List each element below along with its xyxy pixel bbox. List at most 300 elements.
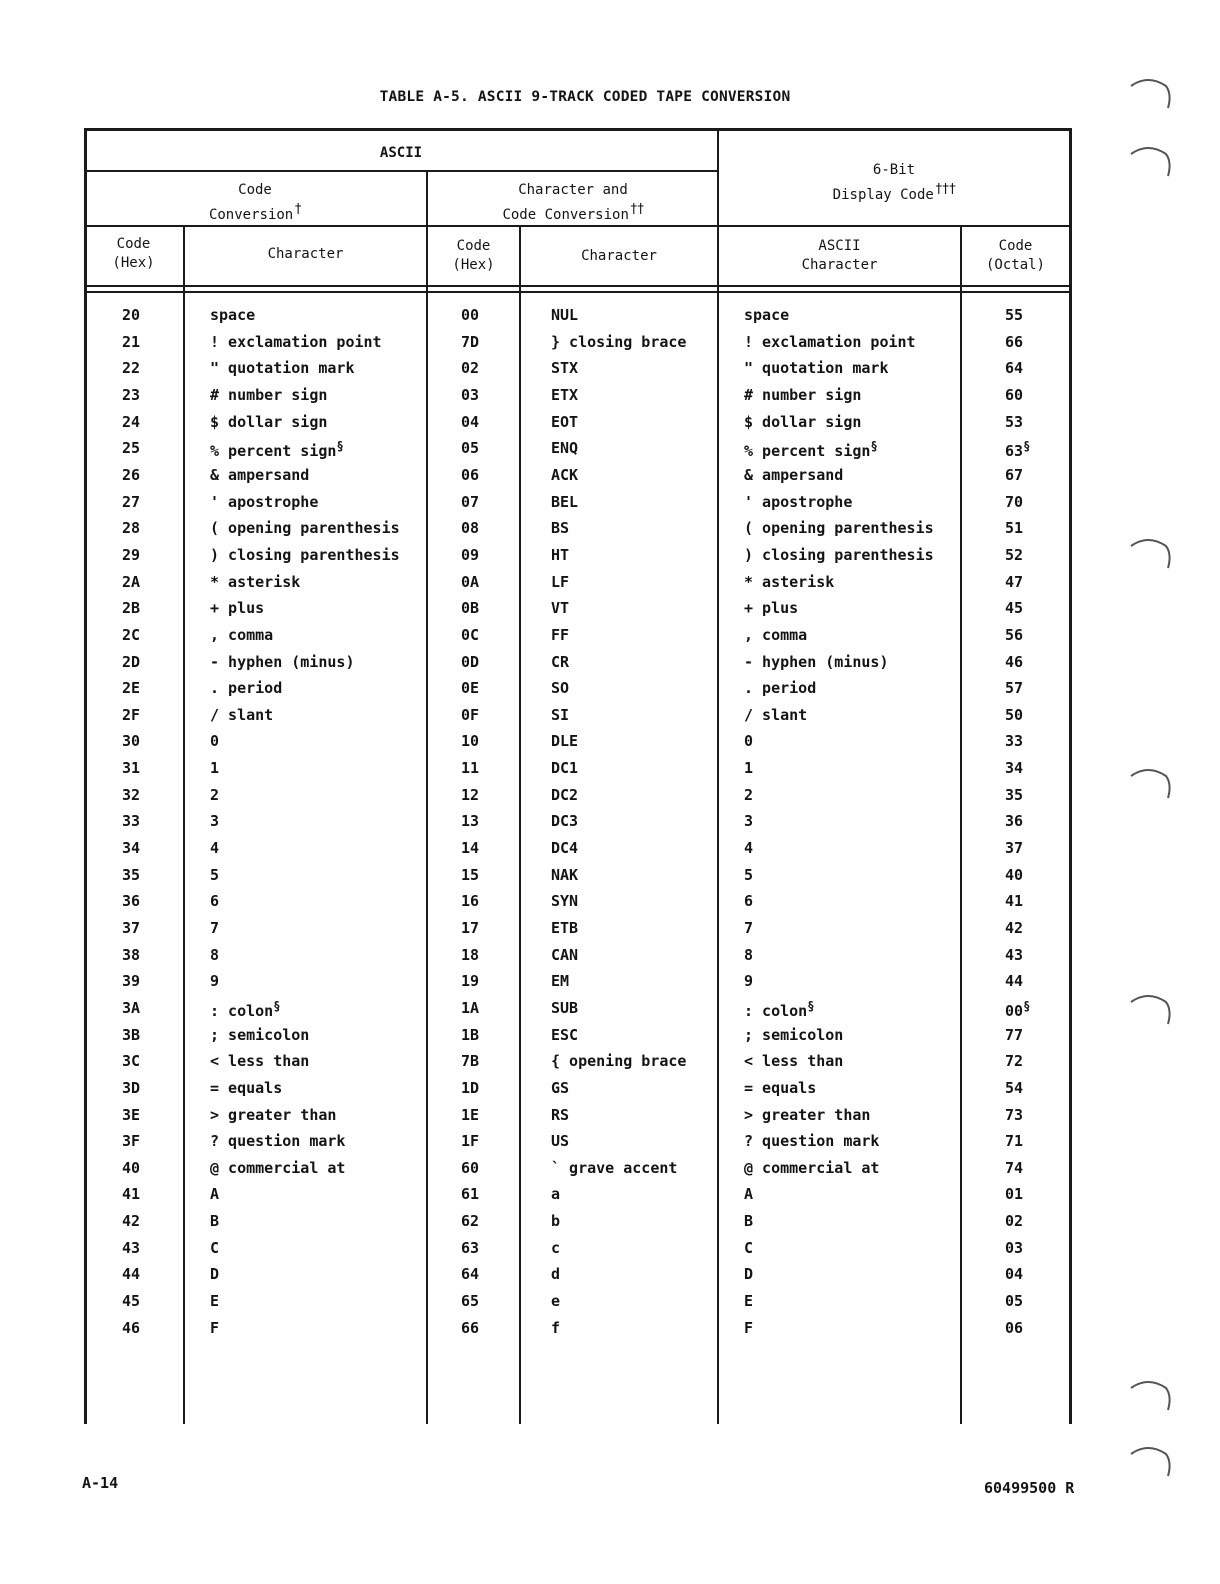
code-hex-2-cell [461, 892, 479, 910]
character-cell-text: 9 [210, 972, 220, 991]
table-row [84, 573, 1071, 599]
character-2-cell-text: c [551, 1238, 561, 1257]
code-hex-2-cell [461, 706, 479, 724]
code-hex-2-cell [461, 759, 479, 777]
code-octal-cell-text: 02 [1005, 1212, 1024, 1231]
ascii-character-cell-text: * asterisk [744, 572, 835, 591]
character-cell-text: = equals [210, 1078, 283, 1097]
ascii-character-cell [744, 333, 916, 351]
code-hex-cell-text: 3C [122, 1052, 141, 1071]
ascii-character-cell-text: space [744, 306, 790, 324]
character-cell [210, 732, 219, 750]
code-hex-cell [122, 759, 140, 777]
character-2-cell-text: FF [551, 625, 570, 644]
character-cell-text: ) closing parenthesis [210, 545, 400, 564]
col-header-ascii-character: ASCII Character [801, 238, 878, 273]
code-hex-cell-text: 23 [122, 385, 141, 404]
code-hex-2-cell [461, 573, 479, 591]
code-octal-cell [1005, 519, 1023, 537]
section-mark: § [1023, 439, 1031, 454]
col-header-code-hex-2: Code (Hex) [452, 238, 495, 273]
code-hex-2-cell [461, 866, 479, 884]
ascii-character-cell [744, 1106, 870, 1124]
code-octal-cell-text: 36 [1005, 812, 1024, 831]
table-row [84, 439, 1071, 465]
ascii-character-cell-text: 9 [744, 972, 754, 991]
character-2-cell-text: LF [551, 572, 570, 591]
code-octal-cell [1005, 866, 1023, 884]
character-2-cell [551, 1132, 569, 1150]
code-hex-2-cell [461, 1292, 479, 1310]
code-hex-cell-text: 2A [122, 572, 141, 591]
character-cell-text: ; semicolon [210, 1025, 310, 1044]
code-hex-2-cell [461, 599, 479, 617]
table-row [84, 1106, 1071, 1132]
ascii-character-cell [744, 1159, 879, 1177]
code-hex-cell-text: 42 [122, 1212, 141, 1231]
code-hex-2-cell-text: 00 [461, 306, 480, 324]
double-dagger-mark: †† [629, 202, 644, 217]
table-row [84, 866, 1071, 892]
code-hex-2-cell [461, 386, 479, 404]
ascii-character-cell [744, 573, 834, 591]
ascii-character-cell [744, 812, 753, 830]
code-octal-cell [1005, 1052, 1023, 1070]
character-cell-text: $ dollar sign [210, 412, 328, 431]
code-hex-2-cell [461, 1079, 479, 1097]
table-row [84, 466, 1071, 492]
code-octal-cell [1005, 1292, 1023, 1310]
character-cell-text: 3 [210, 812, 220, 831]
code-hex-cell-text: 3F [122, 1132, 141, 1151]
code-octal-cell [1005, 1185, 1023, 1203]
code-octal-cell [1005, 972, 1023, 990]
binder-hole-icon [1128, 1442, 1174, 1478]
character-cell-text: space [210, 306, 256, 324]
code-hex-2-cell-text: 63 [461, 1238, 480, 1257]
table-row [84, 812, 1071, 838]
character-2-cell-text: e [551, 1292, 561, 1310]
code-hex-cell-text: 2B [122, 599, 141, 618]
code-hex-cell-text: 41 [122, 1185, 141, 1204]
code-hex-cell [122, 413, 140, 431]
code-hex-cell-text: 46 [122, 1318, 141, 1337]
code-octal-cell-text: 50 [1005, 705, 1024, 724]
code-octal-cell [1005, 1132, 1023, 1150]
character-2-cell-text: ETX [551, 385, 579, 404]
code-hex-2-cell-text: 15 [461, 865, 480, 884]
code-octal-cell-text: 51 [1005, 519, 1024, 538]
character-cell-text: A [210, 1185, 220, 1204]
ascii-character-cell [744, 413, 861, 431]
code-hex-cell [122, 999, 140, 1017]
character-2-cell [551, 519, 569, 537]
ascii-character-cell [744, 359, 889, 377]
table-title: TABLE A-5. ASCII 9-TRACK CODED TAPE CONVERSION [379, 89, 791, 105]
code-hex-cell [122, 439, 140, 457]
character-2-cell-text: DC4 [551, 839, 579, 857]
character-cell-text: ? question mark [210, 1132, 346, 1151]
code-hex-2-cell [461, 1026, 479, 1044]
table-row [84, 413, 1071, 439]
col-header-character-1: Character [267, 246, 344, 262]
character-2-cell [551, 919, 578, 937]
code-octal-cell [1005, 1319, 1023, 1337]
code-hex-cell [122, 972, 140, 990]
binder-hole-icon [1128, 764, 1174, 800]
table-row [84, 1239, 1071, 1265]
code-hex-cell [122, 1185, 140, 1203]
ascii-character-cell-text: A [744, 1185, 754, 1204]
code-hex-2-cell-text: 18 [461, 945, 480, 964]
table-row [84, 919, 1071, 945]
code-hex-2-cell-text: 03 [461, 385, 480, 404]
code-octal-cell-text: 41 [1005, 892, 1024, 911]
ascii-character-cell-text: ! exclamation point [744, 332, 916, 351]
character-cell [210, 706, 273, 724]
character-2-cell [551, 573, 569, 591]
code-octal-cell-text: 67 [1005, 465, 1024, 484]
character-cell-text: ( opening parenthesis [210, 519, 400, 538]
character-2-cell [551, 1212, 560, 1230]
code-hex-cell [122, 1239, 140, 1257]
code-hex-cell [122, 679, 140, 697]
ascii-character-cell [744, 1185, 753, 1203]
character-cell-text: @ commercial at [210, 1158, 346, 1177]
code-hex-2-cell-text: 62 [461, 1212, 480, 1231]
code-hex-2-cell [461, 413, 479, 431]
code-hex-2-cell [461, 999, 479, 1017]
page-number: A-14 [82, 1474, 119, 1492]
character-2-cell-text: SO [551, 679, 570, 698]
code-hex-cell-text: 24 [122, 412, 141, 431]
character-cell [210, 892, 219, 910]
code-octal-cell [1005, 786, 1023, 804]
code-hex-2-cell [461, 1106, 479, 1124]
table-row [84, 706, 1071, 732]
code-hex-2-cell-text: 0A [461, 572, 480, 591]
character-2-cell [551, 1052, 686, 1070]
code-hex-2-cell-text: 06 [461, 465, 480, 484]
character-2-cell [551, 1319, 560, 1337]
character-cell [210, 866, 219, 884]
character-cell [210, 972, 219, 990]
binder-hole-icon [1128, 1376, 1174, 1412]
ascii-character-cell [744, 599, 798, 617]
group-header-display-code: 6-Bit Display Code††† [832, 162, 956, 203]
code-octal-cell-text: 56 [1005, 625, 1024, 644]
code-octal-cell-text: 64 [1005, 359, 1024, 378]
ascii-character-cell [744, 892, 753, 910]
character-2-cell-text: CAN [551, 945, 579, 964]
code-hex-cell [122, 306, 140, 324]
character-2-cell [551, 839, 578, 857]
character-cell-text: 8 [210, 945, 220, 964]
table-row [84, 1159, 1071, 1185]
table-row [84, 999, 1071, 1025]
character-2-cell [551, 732, 578, 750]
character-cell [210, 1212, 219, 1230]
character-2-cell-text: ESC [551, 1025, 579, 1044]
code-hex-cell-text: 25 [122, 439, 141, 458]
ascii-character-cell [744, 1052, 843, 1070]
ascii-character-cell [744, 706, 807, 724]
ascii-character-cell-text: ; semicolon [744, 1025, 844, 1044]
table-row [84, 626, 1071, 652]
code-hex-cell-text: 26 [122, 465, 141, 484]
ascii-character-cell-text: / slant [744, 705, 808, 724]
code-hex-cell-text: 35 [122, 865, 141, 884]
character-2-cell [551, 1106, 569, 1124]
ascii-character-cell [744, 493, 852, 511]
ascii-character-cell [744, 839, 753, 857]
ascii-character-cell-text: 4 [744, 839, 754, 857]
character-2-cell [551, 706, 569, 724]
character-cell [210, 919, 219, 937]
character-cell-text: * asterisk [210, 572, 301, 591]
ascii-character-cell [744, 972, 753, 990]
code-octal-cell [1005, 573, 1023, 591]
code-hex-cell-text: 29 [122, 545, 141, 564]
character-2-cell [551, 1159, 677, 1177]
code-octal-cell [1005, 599, 1023, 617]
code-octal-cell-text: 74 [1005, 1158, 1024, 1177]
conversion-table [84, 128, 1071, 1424]
ascii-character-cell [744, 1079, 816, 1097]
code-octal-cell-text: 04 [1005, 1265, 1024, 1284]
character-2-cell [551, 679, 569, 697]
character-2-cell [551, 626, 569, 644]
code-octal-cell-text: 53 [1005, 412, 1024, 431]
character-2-cell-text: EM [551, 972, 570, 991]
character-cell-text: : colon [210, 1001, 274, 1020]
code-hex-cell-text: 43 [122, 1238, 141, 1257]
ascii-character-cell-text: 7 [744, 918, 754, 937]
character-2-cell [551, 599, 569, 617]
character-2-cell-text: US [551, 1132, 570, 1151]
code-hex-cell-text: 39 [122, 972, 141, 991]
code-hex-cell [122, 626, 140, 644]
ascii-character-cell-text: F [744, 1318, 754, 1337]
code-hex-cell [122, 359, 140, 377]
character-cell [210, 1052, 309, 1070]
code-octal-cell-text: 03 [1005, 1238, 1024, 1257]
character-2-cell-text: SI [551, 705, 570, 724]
character-cell [210, 519, 400, 537]
code-hex-2-cell [461, 946, 479, 964]
ascii-character-cell-text: # number sign [744, 385, 862, 404]
code-octal-cell [1005, 626, 1023, 644]
ascii-character-cell-text: 8 [744, 945, 754, 964]
character-cell [210, 1106, 336, 1124]
code-hex-2-cell-text: 16 [461, 892, 480, 911]
ascii-character-cell-text: , comma [744, 625, 808, 644]
code-octal-cell-text: 45 [1005, 599, 1024, 618]
divider-header-bottom-1 [84, 285, 1071, 287]
ascii-character-cell-text: > greater than [744, 1105, 871, 1124]
ascii-character-cell [744, 999, 814, 1020]
code-hex-cell-text: 3D [122, 1078, 141, 1097]
table-row [84, 653, 1071, 679]
character-2-cell [551, 1079, 569, 1097]
code-octal-cell [1005, 546, 1023, 564]
code-octal-cell-text: 52 [1005, 545, 1024, 564]
ascii-character-cell [744, 546, 934, 564]
section-mark: § [273, 998, 281, 1013]
code-hex-2-cell-text: 64 [461, 1265, 480, 1284]
character-cell-text: C [210, 1238, 220, 1257]
table-row [84, 759, 1071, 785]
character-cell [210, 413, 327, 431]
character-cell-text: % percent sign [210, 442, 337, 461]
ascii-character-cell [744, 653, 889, 671]
character-2-cell [551, 892, 578, 910]
ascii-character-cell [744, 1026, 843, 1044]
code-hex-2-cell [461, 493, 479, 511]
binder-hole-icon [1128, 534, 1174, 570]
code-hex-cell-text: 38 [122, 945, 141, 964]
code-hex-2-cell-text: 11 [461, 759, 480, 777]
character-cell [210, 306, 255, 324]
character-2-cell-text: DC2 [551, 785, 579, 804]
group-header-char-code-conversion: Character and Code Conversion†† [502, 182, 644, 223]
table-row [84, 1212, 1071, 1238]
character-2-cell [551, 333, 686, 351]
code-hex-2-cell-text: 17 [461, 918, 480, 937]
character-cell-text: & ampersand [210, 465, 310, 484]
code-hex-2-cell [461, 1185, 479, 1203]
code-hex-cell [122, 573, 140, 591]
character-2-cell [551, 1239, 560, 1257]
table-row [84, 679, 1071, 705]
character-cell-text: - hyphen (minus) [210, 652, 355, 671]
code-octal-cell-text: 01 [1005, 1185, 1024, 1204]
code-hex-2-cell [461, 306, 479, 324]
binder-hole-icon [1128, 990, 1174, 1026]
col-header-character-2: Character [581, 248, 657, 264]
table-row [84, 386, 1071, 412]
character-cell-text: 5 [210, 865, 220, 884]
ascii-character-cell-text: % percent sign [744, 442, 871, 461]
code-hex-cell-text: 33 [122, 812, 141, 831]
ascii-character-cell [744, 866, 753, 884]
code-hex-cell [122, 1079, 140, 1097]
character-cell [210, 946, 219, 964]
code-octal-cell-text: 60 [1005, 385, 1024, 404]
table-row [84, 1132, 1071, 1158]
character-2-cell [551, 812, 578, 830]
code-hex-cell-text: 3A [122, 998, 141, 1017]
character-cell [210, 1079, 282, 1097]
group-header-code-conversion: Code Conversion† [208, 182, 302, 223]
code-octal-cell [1005, 466, 1023, 484]
code-hex-2-cell [461, 1319, 479, 1337]
ascii-character-cell [744, 466, 843, 484]
code-octal-cell-text: 05 [1005, 1292, 1024, 1310]
code-hex-2-cell-text: 07 [461, 492, 480, 511]
code-hex-2-cell [461, 546, 479, 564]
table-row [84, 1185, 1071, 1211]
table-row [84, 359, 1071, 385]
code-hex-cell [122, 1106, 140, 1124]
character-2-cell-text: { opening brace [551, 1052, 687, 1071]
code-hex-cell-text: 30 [122, 732, 141, 751]
character-cell-text: < less than [210, 1052, 310, 1071]
character-2-cell-text: BS [551, 519, 570, 538]
code-hex-cell [122, 732, 140, 750]
character-2-cell [551, 466, 578, 484]
code-octal-cell [1005, 1026, 1023, 1044]
code-octal-cell [1005, 653, 1023, 671]
code-hex-cell-text: 20 [122, 306, 141, 324]
character-cell [210, 1132, 345, 1150]
ascii-character-cell-text: 5 [744, 865, 754, 884]
ascii-character-cell-text: & ampersand [744, 465, 844, 484]
code-hex-cell [122, 519, 140, 537]
character-2-cell-text: ` grave accent [551, 1158, 678, 1177]
character-cell-text: / slant [210, 705, 274, 724]
character-cell [210, 786, 219, 804]
table-row [84, 1079, 1071, 1105]
code-hex-2-cell-text: 61 [461, 1185, 480, 1204]
character-2-cell [551, 1026, 578, 1044]
code-hex-cell-text: 28 [122, 519, 141, 538]
code-hex-cell-text: 37 [122, 918, 141, 937]
code-octal-cell-text: 00 [1005, 1001, 1024, 1020]
code-octal-cell-text: 54 [1005, 1078, 1024, 1097]
character-2-cell-text: CR [551, 652, 570, 671]
code-hex-2-cell-text: 7D [461, 332, 480, 351]
code-hex-2-cell [461, 626, 479, 644]
ascii-character-cell [744, 679, 816, 697]
code-hex-2-cell-text: 0C [461, 625, 480, 644]
character-2-cell-text: f [551, 1318, 561, 1337]
character-cell [210, 626, 273, 644]
character-cell-text: B [210, 1212, 220, 1231]
code-octal-cell-text: 37 [1005, 839, 1024, 857]
code-octal-cell-text: 66 [1005, 332, 1024, 351]
character-cell-text: + plus [210, 599, 265, 618]
character-cell [210, 386, 327, 404]
character-2-cell [551, 413, 578, 431]
code-octal-cell-text: 57 [1005, 679, 1024, 698]
code-octal-cell [1005, 812, 1023, 830]
code-hex-2-cell-text: 13 [461, 812, 480, 831]
character-2-cell [551, 786, 578, 804]
character-cell-text: " quotation mark [210, 359, 355, 378]
code-hex-2-cell-text: 12 [461, 785, 480, 804]
code-hex-2-cell [461, 333, 479, 351]
code-hex-cell [122, 946, 140, 964]
character-cell [210, 1026, 309, 1044]
code-octal-cell-text: 47 [1005, 572, 1024, 591]
character-2-cell-text: EOT [551, 412, 579, 431]
code-hex-2-cell [461, 519, 479, 537]
section-mark: § [1023, 998, 1031, 1013]
character-cell-text: 0 [210, 732, 220, 751]
section-mark: § [336, 439, 344, 454]
character-cell [210, 1265, 219, 1283]
character-2-cell-text: HT [551, 545, 570, 564]
character-cell [210, 333, 382, 351]
code-hex-2-cell-text: 7B [461, 1052, 480, 1071]
code-octal-cell [1005, 999, 1030, 1020]
character-cell-text: 4 [210, 839, 220, 857]
character-cell-text: # number sign [210, 385, 328, 404]
ascii-character-cell-text: 1 [744, 759, 754, 777]
code-octal-cell [1005, 493, 1023, 511]
character-2-cell-text: SYN [551, 892, 579, 911]
